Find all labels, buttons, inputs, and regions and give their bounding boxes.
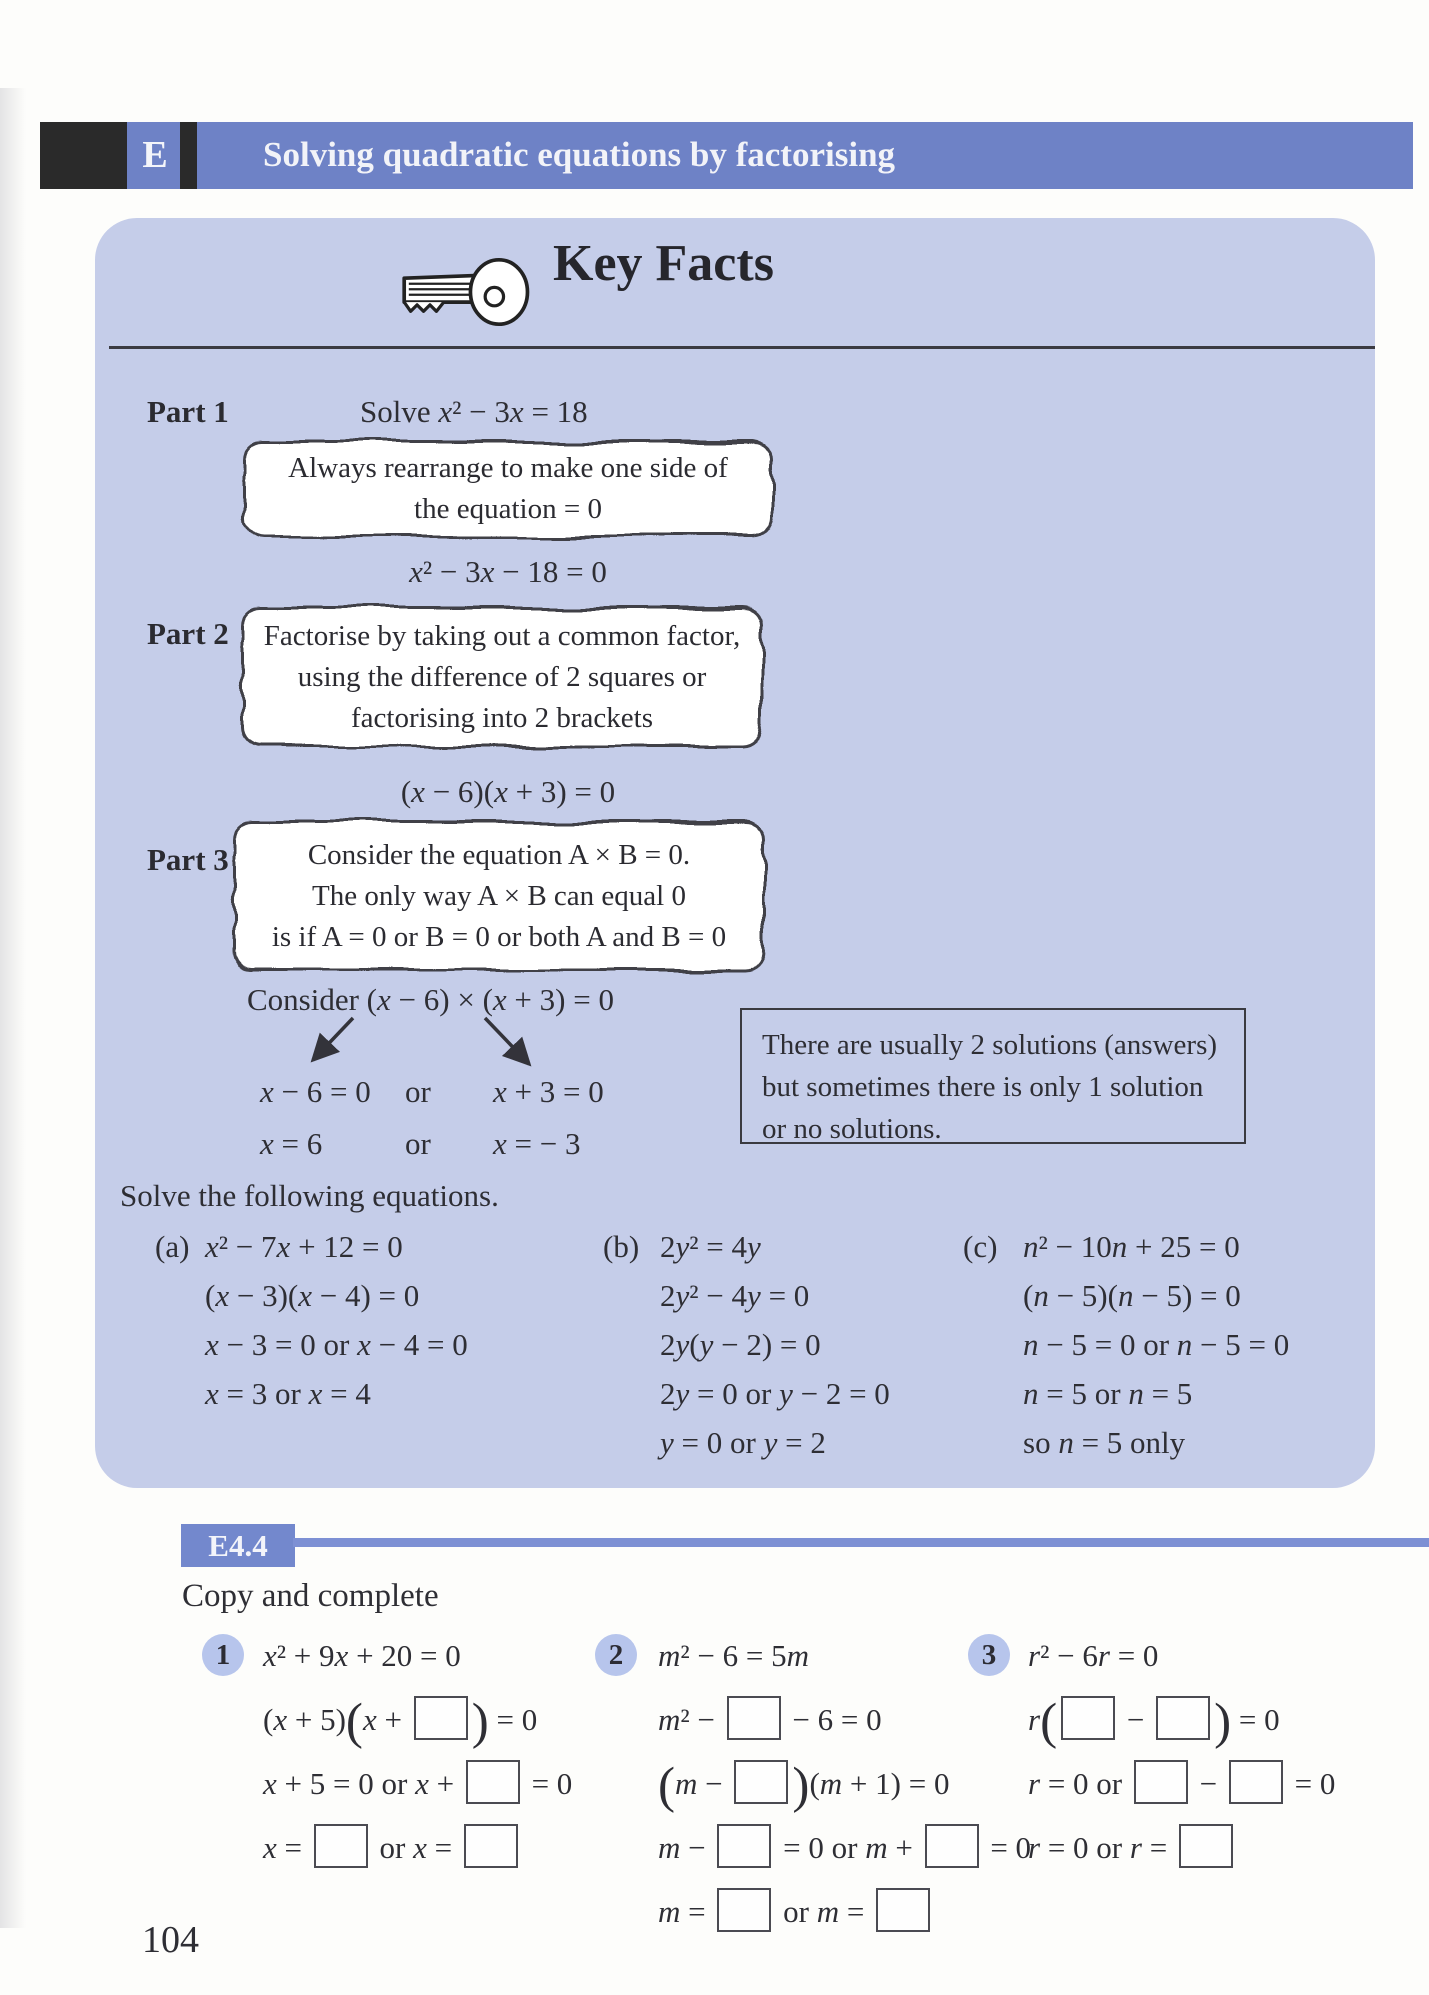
section-letter: E <box>142 134 168 176</box>
equation-line: m² − 6 = 5m <box>658 1638 810 1673</box>
header-dark-block <box>40 122 127 189</box>
problem-3 <box>1028 1624 1335 1880</box>
answer-box <box>414 1696 468 1740</box>
equation-line: (x + 5)(x + ) = 0 <box>263 1693 538 1751</box>
example-label: (a) <box>155 1229 190 1264</box>
branch-or: or <box>405 1126 431 1161</box>
problem-number-badge: 1 <box>202 1634 244 1676</box>
answer-box <box>717 1824 771 1868</box>
equation-line: x² − 7x + 12 = 0 <box>205 1229 403 1264</box>
exercise-code-badge: E4.4 <box>181 1524 295 1567</box>
callout-text-line: Always rearrange to make one side of <box>288 452 728 484</box>
answer-box <box>464 1824 518 1868</box>
equation-line: m² − − 6 = 0 <box>658 1688 1031 1752</box>
answer-box <box>1179 1824 1233 1868</box>
example-label: (b) <box>603 1229 640 1264</box>
worked-example-c <box>963 1222 1289 1467</box>
problem-2 <box>658 1624 1031 1944</box>
exercise-instruction: Copy and complete <box>182 1578 439 1614</box>
branch-right-eq: x + 3 = 0 <box>493 1074 604 1109</box>
equation-line: m = or m = <box>658 1880 1031 1944</box>
equation-line: r = 0 or − = 0 <box>1028 1752 1335 1816</box>
scan-shadow <box>0 88 26 1928</box>
answer-box <box>314 1824 368 1868</box>
callout-text-line: Consider the equation A × B = 0. <box>307 838 691 871</box>
equation-line: x + 5 = 0 or x + = 0 <box>263 1752 572 1816</box>
header-divider-stripe <box>180 122 197 189</box>
note-line: but sometimes there is only 1 solution <box>762 1071 1204 1103</box>
key-facts-panel <box>95 218 1375 1488</box>
solutions-note-box <box>740 1008 1246 1144</box>
chapter-title: Solving quadratic equations by factorising <box>263 135 896 174</box>
callout-text-line: using the difference of 2 squares or <box>297 660 707 693</box>
equation-line: Consider (x − 6) × (x + 3) = 0 <box>247 982 614 1017</box>
equation-line: 2y² − 4y = 0 <box>660 1278 810 1313</box>
key-icon <box>395 252 533 337</box>
equation-line: (n − 5)(n − 5) = 0 <box>1023 1278 1241 1313</box>
callout-text-line: Factorise by taking out a common factor, <box>263 619 741 652</box>
equation-line: x = 3 or x = 4 <box>205 1376 371 1411</box>
cloud-callout-part3 <box>233 820 765 972</box>
equation-line: n² − 10n + 25 = 0 <box>1023 1229 1240 1264</box>
equation-line: r = 0 or r = <box>1028 1816 1335 1880</box>
cloud-callout-part1 <box>243 440 773 538</box>
solve-heading: Solve the following equations. <box>120 1178 499 1213</box>
branch-right-eq: x = − 3 <box>493 1126 581 1161</box>
callout-text-line: factorising into 2 brackets <box>351 701 653 734</box>
equation-line: x − 3 = 0 or x − 4 = 0 <box>205 1327 468 1362</box>
equation-line: r² − 6r = 0 <box>1028 1638 1159 1673</box>
answer-box <box>1061 1696 1115 1740</box>
equation-line: (x − 3)(x − 4) = 0 <box>205 1278 420 1313</box>
equation-line: 2y(y − 2) = 0 <box>660 1327 821 1362</box>
answer-box <box>466 1760 520 1804</box>
worked-example-b <box>603 1222 890 1467</box>
equation-line: n − 5 = 0 or n − 5 = 0 <box>1023 1327 1290 1362</box>
exercise-rule-line <box>293 1538 1429 1547</box>
equation-line: (m − )(m + 1) = 0 <box>658 1757 950 1815</box>
answer-box <box>727 1696 781 1740</box>
callout-text-line: The only way A × B can equal 0 <box>312 879 686 912</box>
worked-example-a <box>155 1222 468 1418</box>
part-3-label: Part 3 <box>147 842 229 877</box>
equation-line: 2y² = 4y <box>660 1229 761 1264</box>
equation-line: Solve x² − 3x = 18 <box>360 394 588 429</box>
equation-line: x² + 9x + 20 = 0 <box>263 1638 461 1673</box>
callout-text-line: is if A = 0 or B = 0 or both A and B = 0 <box>271 920 727 953</box>
equation-line: m − = 0 or m + = 0 <box>658 1816 1031 1880</box>
part-1-label: Part 1 <box>147 394 229 429</box>
note-line: or no solutions. <box>762 1113 942 1145</box>
branch-or: or <box>405 1074 431 1109</box>
branch-left-eq: x − 6 = 0 <box>260 1074 371 1109</box>
page-number: 104 <box>142 1919 199 1961</box>
answer-box <box>1156 1696 1210 1740</box>
branch-arrows <box>245 1010 595 1082</box>
key-facts-title: Key Facts <box>553 235 774 292</box>
callout-text-line: the equation = 0 <box>414 493 602 525</box>
part-2-label: Part 2 <box>147 616 229 651</box>
equation-line: 2y = 0 or y − 2 = 0 <box>660 1376 890 1411</box>
answer-box <box>1134 1760 1188 1804</box>
example-label: (c) <box>963 1229 998 1264</box>
answer-box <box>717 1888 771 1932</box>
note-line: There are usually 2 solutions (answers) <box>762 1029 1218 1061</box>
problem-1 <box>263 1624 572 1880</box>
answer-box <box>876 1888 930 1932</box>
equation-line: x = or x = <box>263 1816 572 1880</box>
equation-line: n = 5 or n = 5 <box>1023 1376 1193 1411</box>
equation-line: x² − 3x − 18 = 0 <box>409 554 607 589</box>
rule-line <box>109 346 1375 349</box>
answer-box <box>734 1760 788 1804</box>
problem-number-badge: 2 <box>595 1634 637 1676</box>
cloud-callout-part2 <box>241 606 763 748</box>
equation-line: so n = 5 only <box>1023 1425 1186 1460</box>
equation-line: y = 0 or y = 2 <box>660 1425 826 1460</box>
branch-left-eq: x = 6 <box>260 1126 323 1161</box>
equation-line: (x − 6)(x + 3) = 0 <box>400 774 616 809</box>
equation-line: r( − ) = 0 <box>1028 1693 1280 1751</box>
answer-box <box>925 1824 979 1868</box>
problem-number-badge: 3 <box>968 1634 1010 1676</box>
answer-box <box>1229 1760 1283 1804</box>
